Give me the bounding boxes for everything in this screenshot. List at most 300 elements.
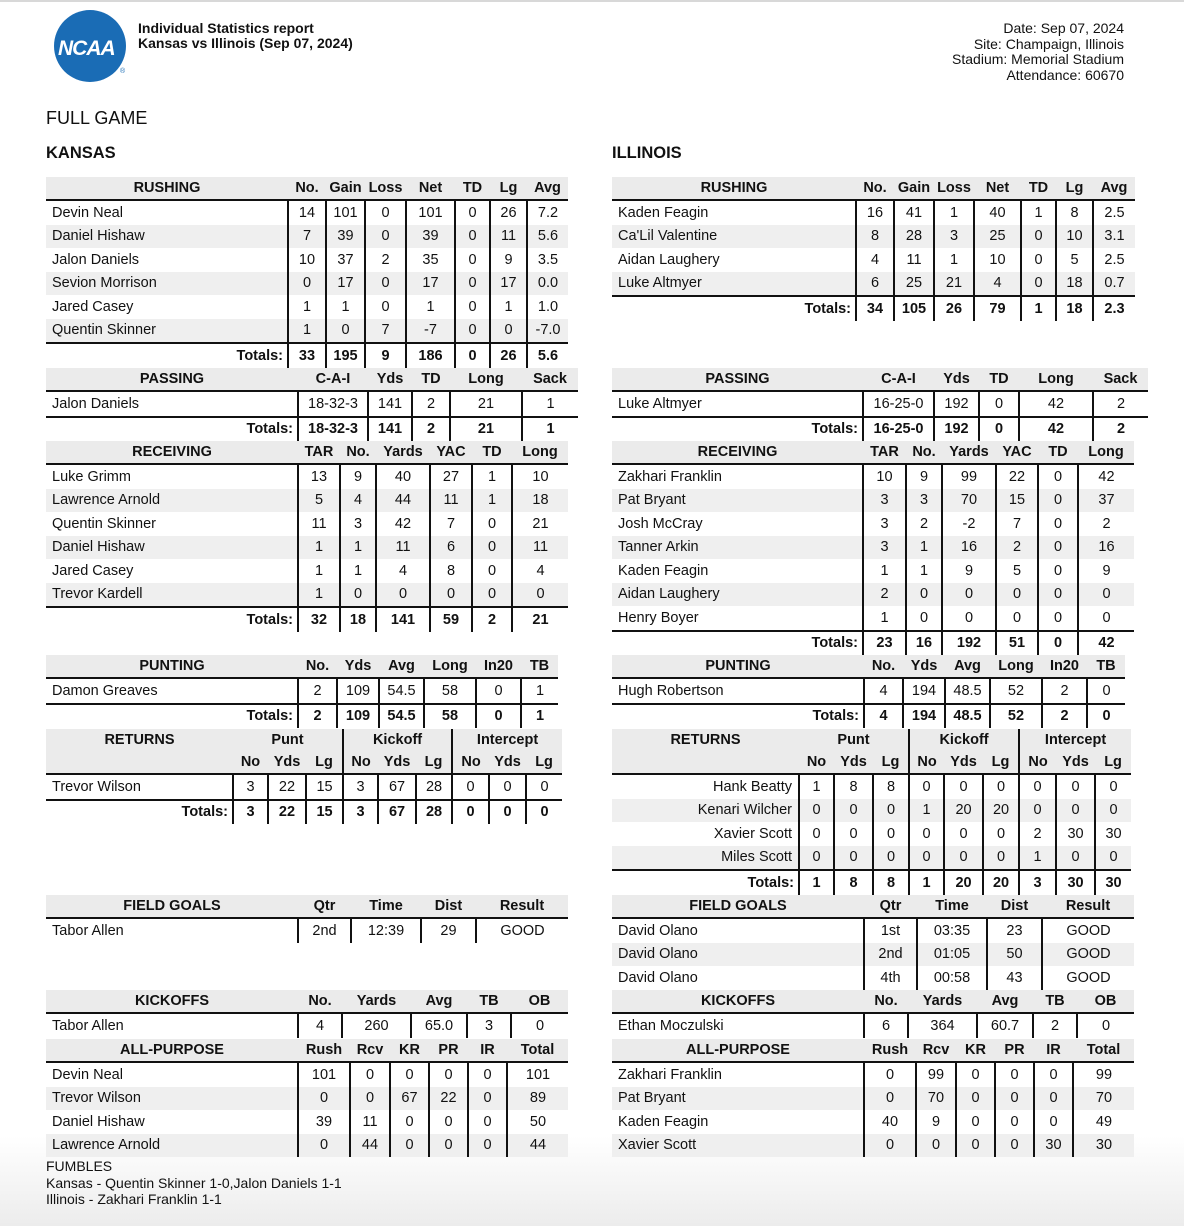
column-header: No. bbox=[298, 655, 337, 678]
stat-value: 9 bbox=[942, 559, 996, 583]
stat-value: 0 bbox=[1034, 1062, 1073, 1087]
stat-value: 1 bbox=[288, 295, 326, 319]
table-row bbox=[46, 536, 568, 560]
player-name: Sevion Morrison bbox=[46, 272, 288, 296]
totals-row bbox=[612, 417, 1148, 442]
column-header: TD bbox=[979, 368, 1019, 391]
stat-value: 0 bbox=[799, 822, 834, 846]
player-name: Xavier Scott bbox=[713, 825, 792, 842]
stat-value: 2 bbox=[906, 512, 942, 536]
column-group-header: Intercept bbox=[452, 729, 562, 751]
stat-value: 30 bbox=[1034, 1134, 1073, 1158]
stat-value: 0 bbox=[472, 559, 512, 583]
stat-value: 1 bbox=[863, 606, 906, 631]
table-row bbox=[612, 943, 1134, 967]
stat-value: 1 bbox=[799, 774, 834, 799]
stat-value: 2 bbox=[1019, 822, 1056, 846]
illinois-rushing-table bbox=[612, 177, 1135, 321]
stat-value: 44 bbox=[376, 489, 430, 513]
stat-value: 30 bbox=[1056, 822, 1095, 846]
section-title: RUSHING bbox=[612, 177, 856, 200]
stat-value: 1 bbox=[298, 559, 340, 583]
stat-value: 22 bbox=[268, 774, 306, 800]
column-header: Yds bbox=[489, 751, 526, 774]
stat-value: 0 bbox=[1095, 799, 1131, 823]
total-value: 67 bbox=[378, 800, 416, 825]
stat-value: 67 bbox=[378, 774, 416, 800]
stat-value: 0 bbox=[799, 846, 834, 871]
table-row bbox=[46, 918, 568, 943]
stat-value: 0 bbox=[455, 248, 490, 272]
stat-value: 0 bbox=[1021, 225, 1056, 249]
stat-value: 25 bbox=[894, 272, 934, 297]
section-title: ALL-PURPOSE bbox=[46, 1039, 298, 1062]
stat-value: 40 bbox=[376, 464, 430, 489]
stat-value: 0 bbox=[490, 319, 527, 344]
column-header: Long bbox=[450, 368, 522, 391]
game-date: Date: Sep 07, 2024 bbox=[1003, 20, 1124, 36]
player-name: David Olano bbox=[618, 969, 698, 986]
stat-value: 3 bbox=[906, 489, 942, 513]
table-row bbox=[46, 678, 558, 704]
stat-value: 0 bbox=[906, 583, 942, 607]
stat-value: 3.1 bbox=[1093, 225, 1135, 249]
column-header: Avg bbox=[411, 990, 467, 1013]
player-name: Jared Casey bbox=[52, 562, 134, 579]
column-header: Lg bbox=[1056, 177, 1093, 200]
kansas-all-purpose-table bbox=[46, 1039, 568, 1157]
stat-value: 9 bbox=[490, 248, 527, 272]
stat-value: 0 bbox=[1034, 1087, 1073, 1111]
stat-value: 0 bbox=[799, 799, 834, 823]
stat-value: 37 bbox=[1078, 489, 1134, 513]
column-header: Long bbox=[512, 441, 568, 464]
stat-value: 7 bbox=[430, 512, 472, 536]
stat-value: 48.5 bbox=[945, 678, 990, 704]
stat-value: 5.6 bbox=[527, 225, 568, 249]
column-header: No bbox=[1019, 751, 1056, 774]
stat-value: 0 bbox=[472, 536, 512, 560]
stat-value: 0 bbox=[944, 846, 983, 871]
total-value: 54.5 bbox=[379, 704, 424, 729]
stat-value: 0 bbox=[472, 583, 512, 608]
stat-value: 23 bbox=[987, 918, 1042, 943]
table-row bbox=[612, 966, 1134, 990]
table-row bbox=[46, 319, 568, 344]
stat-value: 9 bbox=[1078, 559, 1134, 583]
stat-value: 0 bbox=[1056, 799, 1095, 823]
column-header: KR bbox=[390, 1039, 429, 1062]
stat-value: 28 bbox=[894, 225, 934, 249]
column-group-header: RETURNS bbox=[46, 729, 233, 751]
column-header: Lg bbox=[490, 177, 527, 200]
stat-value: 0 bbox=[455, 200, 490, 225]
total-value: 0 bbox=[455, 343, 490, 368]
stat-value: 16 bbox=[942, 536, 996, 560]
illinois-passing-table bbox=[612, 368, 1148, 441]
table-row bbox=[612, 536, 1134, 560]
stat-value: 260 bbox=[342, 1013, 411, 1038]
total-value: 21 bbox=[512, 607, 568, 632]
stat-value: 49 bbox=[1073, 1110, 1134, 1134]
stat-value: 15 bbox=[996, 489, 1038, 513]
team-heading-kansas: KANSAS bbox=[46, 144, 116, 162]
stat-value: 0 bbox=[873, 799, 909, 823]
column-header: Yds bbox=[1056, 751, 1095, 774]
stat-value: 7 bbox=[996, 512, 1038, 536]
column-header: YAC bbox=[996, 441, 1038, 464]
column-header: Loss bbox=[365, 177, 406, 200]
player-name: Quentin Skinner bbox=[52, 515, 156, 532]
total-value: 8 bbox=[834, 870, 873, 895]
total-value: 109 bbox=[337, 704, 379, 729]
column-header: Avg bbox=[977, 990, 1033, 1013]
game-attendance: Attendance: 60670 bbox=[1006, 66, 1124, 83]
stat-value: 192 bbox=[934, 391, 979, 417]
stat-value: 0 bbox=[956, 1062, 995, 1087]
column-header-blank bbox=[612, 751, 799, 774]
stat-value: 0 bbox=[944, 774, 983, 799]
illinois-returns-table bbox=[612, 729, 1131, 895]
table-row bbox=[46, 1013, 568, 1038]
total-value: 3 bbox=[343, 800, 378, 825]
illinois-kickoffs-table bbox=[612, 990, 1134, 1038]
stat-value: 4 bbox=[340, 489, 376, 513]
column-header: OB bbox=[511, 990, 568, 1013]
column-header: No bbox=[233, 751, 268, 774]
stat-value: 2 bbox=[1042, 678, 1087, 704]
stat-value: 01:05 bbox=[917, 943, 987, 967]
total-value: 3 bbox=[233, 800, 268, 825]
stat-value: 10 bbox=[512, 464, 568, 489]
section-title: RUSHING bbox=[46, 177, 288, 200]
stat-value: 18 bbox=[512, 489, 568, 513]
table-row bbox=[46, 272, 568, 296]
stat-value: 16 bbox=[1078, 536, 1134, 560]
stat-value: 1 bbox=[863, 559, 906, 583]
player-name: Daniel Hishaw bbox=[46, 225, 288, 249]
total-value: 2 bbox=[1093, 417, 1148, 442]
stat-value: 0 bbox=[350, 1087, 390, 1111]
stat-value: 3 bbox=[340, 512, 376, 536]
column-header: Lg bbox=[983, 751, 1019, 774]
stat-value: 42 bbox=[1019, 391, 1093, 417]
column-header: Yds bbox=[337, 655, 379, 678]
stat-value: 0 bbox=[1095, 846, 1131, 871]
column-header: C-A-I bbox=[298, 368, 368, 391]
total-value: 0 bbox=[526, 800, 562, 825]
total-value: 9 bbox=[365, 343, 406, 368]
stat-value: 0 bbox=[365, 295, 406, 319]
stat-value: 21 bbox=[934, 272, 974, 297]
stat-value: 14 bbox=[288, 200, 326, 225]
total-value: 52 bbox=[990, 704, 1042, 729]
column-header: Long bbox=[1078, 441, 1134, 464]
column-header: Rush bbox=[298, 1039, 350, 1062]
player-name: Xavier Scott bbox=[612, 1134, 864, 1158]
stat-value: 10 bbox=[863, 464, 906, 489]
total-value: 2 bbox=[298, 704, 337, 729]
stat-value: 12:39 bbox=[351, 918, 421, 943]
total-value: 22 bbox=[268, 800, 306, 825]
column-header: TD bbox=[1021, 177, 1056, 200]
stat-value: 40 bbox=[974, 200, 1021, 225]
stat-value: 3 bbox=[934, 225, 974, 249]
player-name: Hank Beatty bbox=[713, 778, 792, 795]
stat-value: 2 bbox=[1093, 391, 1148, 417]
column-header: Total bbox=[1073, 1039, 1134, 1062]
stat-value: 10 bbox=[288, 248, 326, 272]
stat-value: 1 bbox=[1019, 846, 1056, 871]
totals-row bbox=[46, 800, 562, 825]
table-row bbox=[46, 512, 568, 536]
stat-value: 89 bbox=[507, 1087, 568, 1111]
stat-value: 2 bbox=[1033, 1013, 1077, 1038]
column-header: Avg bbox=[945, 655, 990, 678]
table-row bbox=[46, 295, 568, 319]
stat-value: 0 bbox=[1078, 583, 1134, 607]
stat-value: 0 bbox=[1021, 248, 1056, 272]
totals-label: Totals: bbox=[612, 870, 799, 895]
kansas-returns-table bbox=[46, 729, 562, 824]
stat-value: 0 bbox=[298, 1087, 350, 1111]
kansas-kickoffs-table bbox=[46, 990, 568, 1038]
stat-value: 0.0 bbox=[527, 272, 568, 296]
stat-value: 30 bbox=[1073, 1134, 1134, 1158]
total-value: 192 bbox=[942, 631, 996, 656]
stat-value: 0 bbox=[1038, 512, 1078, 536]
stat-value: 2.5 bbox=[1093, 200, 1135, 225]
column-header: PR bbox=[429, 1039, 468, 1062]
total-value: 0 bbox=[1087, 704, 1125, 729]
totals-row bbox=[612, 296, 1135, 321]
section-title: ALL-PURPOSE bbox=[612, 1039, 864, 1062]
table-row bbox=[612, 799, 1131, 823]
player-name: David Olano bbox=[612, 943, 864, 967]
section-title: RECEIVING bbox=[46, 441, 298, 464]
stat-value: 1.0 bbox=[527, 295, 568, 319]
stat-value: 10 bbox=[1056, 225, 1093, 249]
player-name: Daniel Hishaw bbox=[46, 536, 298, 560]
stat-value: 58 bbox=[424, 678, 476, 704]
table-row bbox=[612, 1134, 1134, 1158]
stat-value: 4 bbox=[512, 559, 568, 583]
stat-value: -7.0 bbox=[527, 319, 568, 344]
stat-value: 9 bbox=[340, 464, 376, 489]
stat-value: 0 bbox=[834, 822, 873, 846]
table-row bbox=[46, 464, 568, 489]
stat-value: 99 bbox=[916, 1062, 956, 1087]
stat-value: 8 bbox=[430, 559, 472, 583]
column-header: Long bbox=[990, 655, 1042, 678]
column-header: Loss bbox=[934, 177, 974, 200]
total-value: 4 bbox=[864, 704, 903, 729]
section-title: PASSING bbox=[612, 368, 863, 391]
column-group-header: Punt bbox=[233, 729, 343, 751]
stat-value: 0 bbox=[864, 1062, 916, 1087]
total-value: 16 bbox=[906, 631, 942, 656]
table-row bbox=[46, 225, 568, 249]
total-value: 0 bbox=[1038, 631, 1078, 656]
table-row bbox=[612, 678, 1125, 704]
stat-value: 0 bbox=[365, 225, 406, 249]
stat-value: 101 bbox=[507, 1062, 568, 1087]
total-value: 8 bbox=[873, 870, 909, 895]
stat-value: 40 bbox=[864, 1110, 916, 1134]
stat-value: 16-25-0 bbox=[863, 391, 934, 417]
total-value: 2 bbox=[412, 417, 450, 442]
fumbles-illinois: Illinois - Zakhari Franklin 1-1 bbox=[46, 1191, 222, 1207]
stat-value: 194 bbox=[903, 678, 945, 704]
table-row bbox=[46, 583, 568, 608]
column-header: YAC bbox=[430, 441, 472, 464]
stat-value: 2 bbox=[412, 391, 450, 417]
totals-row bbox=[46, 343, 568, 368]
stat-value: 0 bbox=[995, 1087, 1034, 1111]
player-name: Jalon Daniels bbox=[52, 251, 140, 268]
stat-value: 50 bbox=[987, 943, 1042, 967]
kansas-receiving-table bbox=[46, 441, 568, 632]
table-row bbox=[612, 200, 1135, 225]
stat-value: 0 bbox=[995, 1062, 1034, 1087]
player-name: Ca'Lil Valentine bbox=[612, 225, 856, 249]
stat-value: 42 bbox=[376, 512, 430, 536]
stat-value: 2nd bbox=[864, 943, 917, 967]
table-row bbox=[46, 489, 568, 513]
stat-value: 0.7 bbox=[1093, 272, 1135, 297]
stat-value: 6 bbox=[864, 1013, 908, 1038]
stat-value: 0 bbox=[834, 799, 873, 823]
table-row bbox=[612, 272, 1135, 297]
stat-value: 2 bbox=[1078, 512, 1134, 536]
stat-value: 0 bbox=[906, 606, 942, 631]
totals-row bbox=[612, 631, 1134, 656]
stat-value: 0 bbox=[834, 846, 873, 871]
stat-value: 9 bbox=[906, 464, 942, 489]
stat-value: 0 bbox=[455, 272, 490, 296]
table-row bbox=[612, 248, 1135, 272]
table-row bbox=[612, 391, 1148, 417]
total-value: 18 bbox=[1056, 296, 1093, 321]
stat-value: 1 bbox=[472, 489, 512, 513]
totals-label: Totals: bbox=[46, 417, 298, 442]
stat-value: 52 bbox=[990, 678, 1042, 704]
report-title-block bbox=[138, 21, 353, 51]
total-value: 192 bbox=[934, 417, 979, 442]
column-header: Time bbox=[351, 895, 421, 918]
column-group-header: Punt bbox=[799, 729, 909, 751]
stat-value: 70 bbox=[1073, 1087, 1134, 1111]
stat-value: 29 bbox=[421, 918, 476, 943]
stat-value: 0 bbox=[1034, 1110, 1073, 1134]
stat-value: 1 bbox=[522, 391, 578, 417]
stat-value: 1 bbox=[326, 295, 365, 319]
stat-value: 26 bbox=[490, 200, 527, 225]
kansas-punting-table bbox=[46, 655, 558, 728]
table-row bbox=[46, 248, 568, 272]
total-value: 20 bbox=[983, 870, 1019, 895]
column-header: TB bbox=[1033, 990, 1077, 1013]
player-name: Kaden Feagin bbox=[618, 1113, 709, 1130]
stat-value: 4th bbox=[864, 966, 917, 990]
stat-value: 37 bbox=[326, 248, 365, 272]
stat-value: 1 bbox=[906, 536, 942, 560]
stat-value: 3.5 bbox=[527, 248, 568, 272]
stat-value: 3 bbox=[863, 489, 906, 513]
stat-value: 2nd bbox=[298, 918, 351, 943]
stat-value: 0 bbox=[365, 200, 406, 225]
stat-value: 65.0 bbox=[411, 1013, 467, 1038]
total-value: 105 bbox=[894, 296, 934, 321]
column-header: Dist bbox=[987, 895, 1042, 918]
stat-value: 1 bbox=[340, 559, 376, 583]
illinois-all-purpose-table bbox=[612, 1039, 1134, 1157]
stat-value: 0 bbox=[429, 1134, 468, 1158]
stat-value: 15 bbox=[306, 774, 343, 800]
stat-value: 0 bbox=[979, 391, 1019, 417]
column-header: Yds bbox=[268, 751, 306, 774]
stat-value: 0 bbox=[1095, 774, 1131, 799]
stat-value: 1 bbox=[298, 583, 340, 608]
total-value: 2.3 bbox=[1093, 296, 1135, 321]
total-value: 16-25-0 bbox=[863, 417, 934, 442]
section-title: PASSING bbox=[46, 368, 298, 391]
report-title: Individual Statistics report bbox=[138, 20, 314, 36]
stat-value: 0 bbox=[942, 606, 996, 631]
column-header: TB bbox=[467, 990, 511, 1013]
stat-value: 1 bbox=[490, 295, 527, 319]
player-name: Kaden Feagin bbox=[618, 204, 709, 221]
table-row bbox=[612, 1110, 1134, 1134]
total-value: 59 bbox=[430, 607, 472, 632]
stat-value: 17 bbox=[490, 272, 527, 296]
player-name: Devin Neal bbox=[52, 1066, 123, 1083]
stat-value: 0 bbox=[390, 1062, 429, 1087]
stat-value: 42 bbox=[1078, 464, 1134, 489]
total-value: 5.6 bbox=[527, 343, 568, 368]
stat-value: 44 bbox=[507, 1134, 568, 1158]
stat-value: 0 bbox=[864, 1134, 916, 1158]
column-header: Yds bbox=[378, 751, 416, 774]
stat-value: 0 bbox=[983, 846, 1019, 871]
column-header: IR bbox=[468, 1039, 507, 1062]
stat-value: 1 bbox=[1021, 200, 1056, 225]
player-name: Kaden Feagin bbox=[618, 562, 709, 579]
stat-value: 0 bbox=[983, 822, 1019, 846]
player-name: Josh McCray bbox=[618, 515, 703, 532]
stat-value: 0 bbox=[1038, 536, 1078, 560]
stat-value: 101 bbox=[298, 1062, 350, 1087]
column-header: TAR bbox=[298, 441, 340, 464]
stat-value: 0 bbox=[512, 583, 568, 608]
stat-value: -2 bbox=[942, 512, 996, 536]
column-header: Avg bbox=[379, 655, 424, 678]
table-row bbox=[612, 606, 1134, 631]
column-header: Avg bbox=[1093, 177, 1135, 200]
player-name: Trevor Wilson bbox=[46, 1087, 298, 1111]
column-group-header: Intercept bbox=[1019, 729, 1131, 751]
stat-value: 141 bbox=[368, 391, 412, 417]
stat-value: 0 bbox=[298, 1134, 350, 1158]
column-header: TD bbox=[472, 441, 512, 464]
stat-value: 99 bbox=[1073, 1062, 1134, 1087]
stat-value: 0 bbox=[996, 606, 1038, 631]
total-value: 42 bbox=[1078, 631, 1134, 656]
stat-value: 10 bbox=[974, 248, 1021, 272]
stat-value: 0 bbox=[1038, 489, 1078, 513]
total-value: 18-32-3 bbox=[298, 417, 368, 442]
total-value: 141 bbox=[376, 607, 430, 632]
